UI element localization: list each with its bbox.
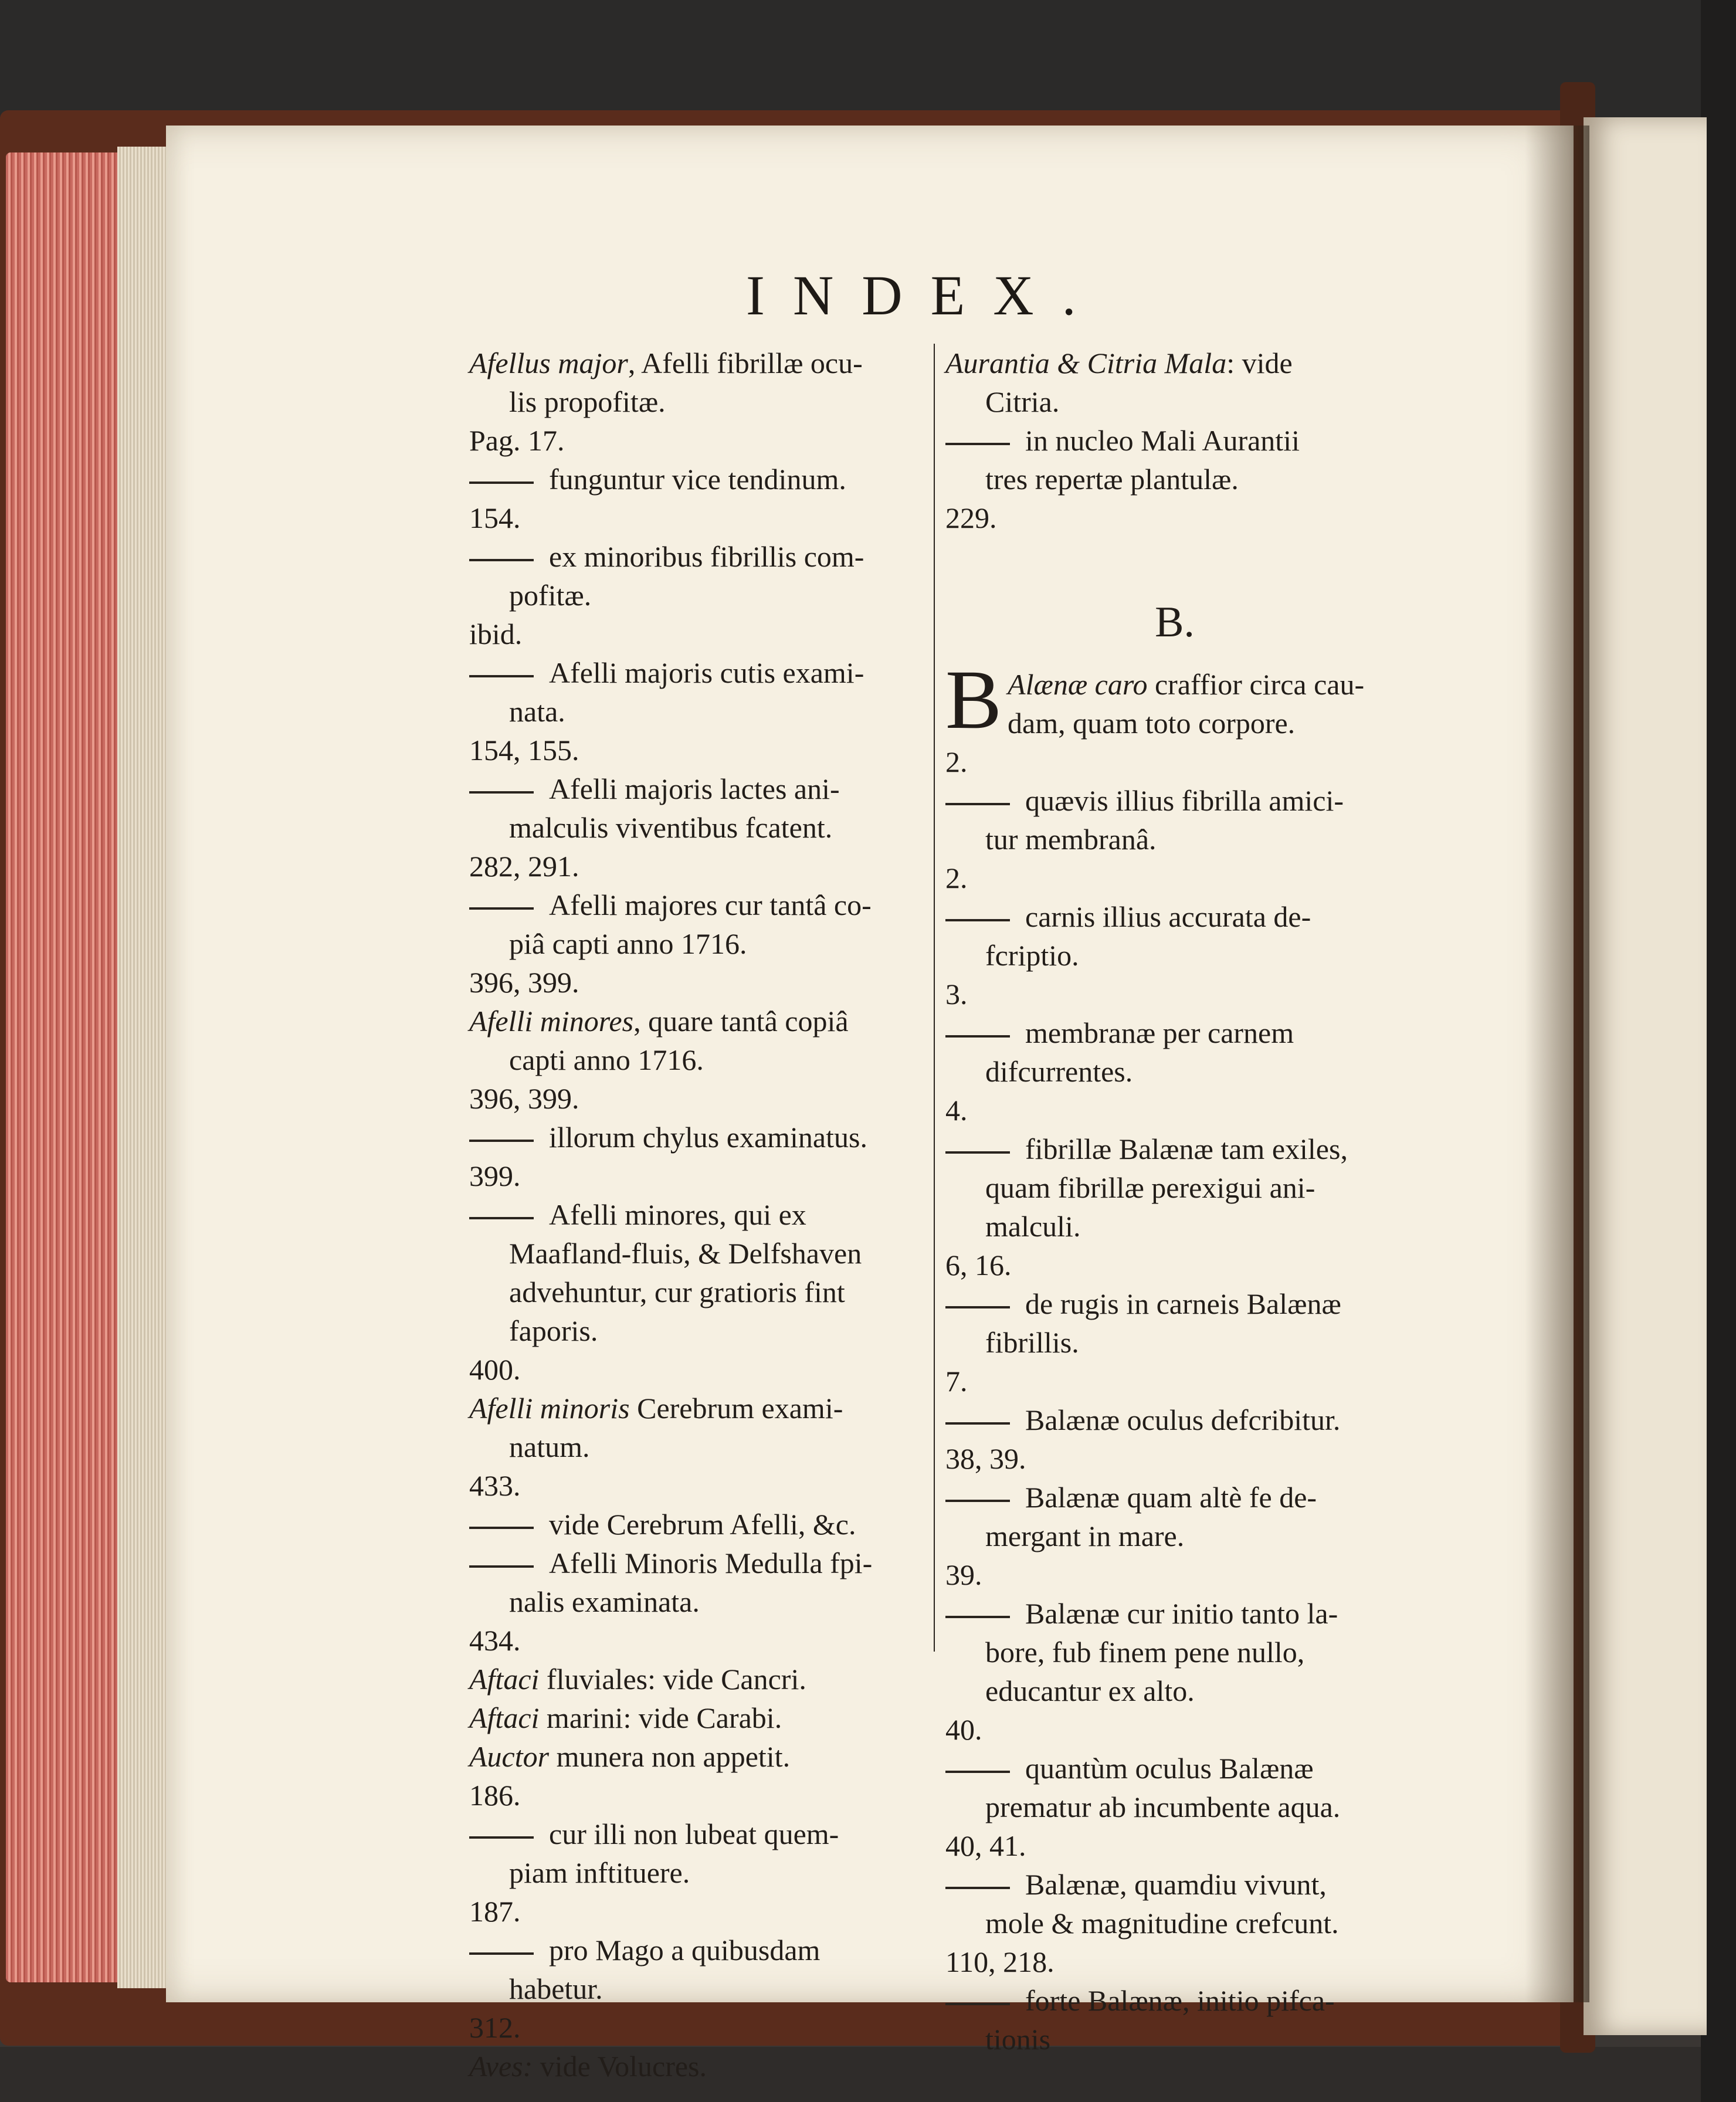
index-entry — [469, 460, 925, 537]
page-reference: 38, 39. — [945, 1442, 1026, 1475]
index-entry — [469, 653, 925, 769]
page-reference: 3. — [945, 978, 968, 1011]
entry-continuation: malculis viventibus fcatent. — [509, 811, 833, 844]
ditto-dash — [945, 1306, 1010, 1308]
entry-continuation: piam inftituere. — [509, 1856, 690, 1889]
entry-text: carnis illius accurata de- — [1025, 900, 1311, 933]
index-entry — [469, 1389, 925, 1505]
page-reference: 4. — [945, 1094, 968, 1127]
index-entry — [469, 1544, 925, 1660]
entry-first-line — [945, 665, 1404, 704]
index-entry — [469, 886, 925, 1002]
ditto-dash — [469, 907, 534, 910]
entry-first-line — [945, 1478, 1404, 1517]
index-entry — [945, 1478, 1404, 1594]
entry-text: Afelli Minoris Medulla fpi- — [549, 1547, 873, 1579]
index-column-right — [945, 344, 1404, 2059]
index-entry — [469, 1815, 925, 1931]
entry-text: fibrillæ Balænæ tam exiles, — [1025, 1133, 1348, 1165]
entry-text: Cerebrum exami- — [629, 1392, 843, 1425]
entry-text: Afelli minores, qui ex — [549, 1198, 806, 1231]
page-reference: 396, 399. — [469, 1082, 579, 1115]
index-entry — [945, 1284, 1404, 1401]
entry-text: Afelli majores cur tantâ co- — [549, 889, 872, 921]
index-entry — [945, 1981, 1404, 2059]
ditto-dash — [469, 791, 534, 794]
page-reference: 7. — [945, 1365, 968, 1398]
entry-first-line — [469, 1195, 925, 1234]
page-reference: 186. — [469, 1779, 521, 1812]
entry-text: quantùm oculus Balænæ — [1025, 1752, 1314, 1785]
ditto-dash — [945, 2003, 1010, 2005]
page-reference: 187. — [469, 1895, 521, 1928]
entry-first-line — [945, 1865, 1404, 1904]
entry-text: Balænæ oculus defcribitur. — [1025, 1403, 1341, 1436]
entry-continuation: advehuntur, cur gratioris fint — [509, 1276, 845, 1308]
entry-continuation: pofitæ. — [509, 579, 592, 612]
entry-first-line — [945, 1013, 1404, 1052]
scanner-backdrop-top — [0, 0, 1736, 117]
entry-headword: Alænæ caro — [1008, 668, 1148, 701]
entry-first-line — [469, 1698, 925, 1737]
ditto-dash — [945, 1500, 1010, 1502]
entry-headword: Auctor — [469, 1740, 550, 1773]
entry-continuation: fibrillis. — [985, 1326, 1079, 1359]
index-entry — [945, 1401, 1404, 1478]
page-reference: 154. — [469, 501, 521, 534]
ditto-dash — [469, 482, 534, 484]
page-reference: 433. — [469, 1469, 521, 1502]
entry-first-line — [469, 1118, 925, 1157]
ditto-dash — [945, 1422, 1010, 1425]
page-reference: 312. — [469, 2011, 521, 2044]
running-head: INDEX. — [746, 264, 1104, 327]
entry-text: Afelli majoris lactes ani- — [549, 772, 840, 805]
index-entry — [469, 537, 925, 653]
entry-continuation: mergant in mare. — [985, 1520, 1185, 1552]
page-reference: 229. — [945, 501, 997, 534]
index-entry — [945, 1013, 1404, 1130]
ditto-dash — [469, 559, 534, 561]
page-reference: 39. — [945, 1558, 982, 1591]
entry-first-line — [945, 897, 1404, 936]
entry-text: Afelli majoris cutis exami- — [549, 656, 864, 689]
ditto-dash — [469, 1952, 534, 1955]
entry-first-line — [945, 1130, 1404, 1168]
entry-headword: Afellus major — [469, 347, 628, 379]
entry-text: marini: vide Carabi. — [539, 1701, 782, 1734]
entry-first-line — [469, 1389, 925, 1428]
column-rule — [934, 344, 935, 1652]
entry-continuation: lis propofitæ. — [509, 385, 666, 418]
entry-first-line — [945, 1284, 1404, 1323]
index-entry — [469, 1737, 925, 1815]
entry-continuation: natum. — [509, 1430, 590, 1463]
entry-text: vide Cerebrum Afelli, &c. — [549, 1508, 856, 1541]
entry-headword: Afelli minoris — [469, 1392, 630, 1425]
entry-first-line — [945, 344, 1404, 382]
index-entry — [945, 897, 1404, 1013]
page-reference: 2. — [945, 745, 968, 778]
ditto-dash — [469, 1140, 534, 1142]
entry-text: Balænæ cur initio tanto la- — [1025, 1597, 1338, 1630]
entry-text: Balænæ, quamdiu vivunt, — [1025, 1868, 1327, 1901]
page-reference: 396, 399. — [469, 966, 579, 999]
page-reference: 400. — [469, 1353, 521, 1386]
entry-text: pro Mago a quibusdam — [549, 1934, 820, 1967]
page-edges-light — [117, 147, 170, 1988]
ditto-dash — [945, 803, 1010, 805]
page-reference: 282, 291. — [469, 850, 579, 883]
entry-continuation: Maafland-fluis, & Delfshaven — [509, 1237, 862, 1270]
index-column-left — [469, 344, 925, 2086]
index-entry — [469, 1118, 925, 1195]
ditto-dash — [469, 675, 534, 677]
entry-text: munera non appetit. — [549, 1740, 791, 1773]
entry-first-line — [469, 344, 925, 382]
entry-text: , Afelli fibrillæ ocu- — [628, 347, 863, 379]
entry-text: forte Balænæ, initio pifca- — [1025, 1984, 1335, 2017]
entry-headword: Aves: — [469, 2050, 533, 2083]
entry-continuation: nata. — [509, 695, 565, 728]
entry-headword: Aftaci — [469, 1701, 540, 1734]
entry-first-line — [469, 537, 925, 576]
drop-cap: B — [945, 653, 1002, 747]
page-reference: 40, 41. — [945, 1829, 1026, 1862]
section-letter-heading: B. — [1155, 598, 1195, 646]
entry-continuation: malculi. — [985, 1210, 1081, 1243]
facing-page-sliver — [1584, 117, 1707, 2035]
entry-first-line — [469, 1660, 925, 1698]
entry-text: de rugis in carneis Balænæ — [1025, 1287, 1341, 1320]
page-reference: Pag. 17. — [469, 424, 565, 457]
entry-first-line — [469, 653, 925, 692]
entry-text: craffior circa cau- — [1147, 668, 1365, 701]
entry-first-line — [469, 460, 925, 499]
entry-text: ex minoribus fibrillis com- — [549, 540, 864, 573]
entry-continuation: prematur ab incumbente aqua. — [985, 1791, 1341, 1823]
index-entry — [469, 2047, 925, 2086]
entry-continuation: piâ capti anno 1716. — [509, 927, 747, 960]
page-gutter-shadow — [1525, 126, 1589, 2002]
index-entry — [469, 1931, 925, 2047]
entry-continuation: tres repertæ plantulæ. — [985, 463, 1239, 496]
entry-first-line — [945, 1594, 1404, 1633]
entry-headword: Afelli minores — [469, 1005, 634, 1038]
entry-text: fluviales: vide Cancri. — [539, 1663, 806, 1696]
entry-first-line — [945, 1981, 1404, 2020]
ditto-dash — [469, 1217, 534, 1219]
index-entry — [945, 781, 1404, 897]
entry-first-line — [469, 1737, 925, 1776]
page-reference: 2. — [945, 862, 968, 894]
entry-text: funguntur vice tendinum. — [549, 463, 846, 496]
entry-first-line — [469, 1544, 925, 1582]
entry-continuation: nalis examinata. — [509, 1585, 700, 1618]
entry-text: illorum chylus examinatus. — [549, 1121, 867, 1154]
entry-first-line — [469, 1505, 925, 1544]
index-entry — [469, 344, 925, 460]
entry-continuation: tur membranâ. — [985, 823, 1157, 856]
ditto-dash — [469, 1565, 534, 1568]
entry-continuation: dam, quam toto corpore. — [1008, 707, 1296, 740]
entry-continuation: difcurrentes. — [985, 1055, 1133, 1088]
entry-text: Balænæ quam altè fe de- — [1025, 1481, 1317, 1514]
page-reference: 110, 218. — [945, 1945, 1055, 1978]
page-reference: 40. — [945, 1713, 982, 1746]
index-entry — [945, 1130, 1404, 1284]
index-entry — [469, 769, 925, 886]
index-entry — [945, 1749, 1404, 1865]
page-reference: 154, 155. — [469, 734, 579, 767]
ditto-dash — [945, 1151, 1010, 1154]
entry-continuation: capti anno 1716. — [509, 1043, 704, 1076]
entry-first-line — [945, 1749, 1404, 1788]
entry-text: , quare tantâ copiâ — [633, 1005, 849, 1038]
entry-text: in nucleo Mali Aurantii — [1025, 424, 1300, 457]
index-entry — [945, 344, 1404, 421]
entry-first-line — [945, 421, 1404, 460]
page-reference: ibid. — [469, 618, 523, 650]
entry-text: vide Volucres. — [533, 2050, 707, 2083]
ditto-dash — [945, 1035, 1010, 1038]
entry-continuation: bore, fub finem pene nullo, — [985, 1636, 1305, 1669]
entry-continuation: tionis — [985, 2023, 1051, 2056]
entry-continuation: mole & magnitudine crefcunt. — [985, 1907, 1339, 1940]
index-entry — [945, 1594, 1404, 1749]
index-entry — [469, 1660, 925, 1698]
index-entry — [469, 1002, 925, 1118]
entry-first-line — [469, 1815, 925, 1853]
entry-headword: Aftaci — [469, 1663, 540, 1696]
index-entry — [945, 653, 1404, 781]
entry-first-line — [469, 2047, 925, 2086]
ditto-dash — [945, 1616, 1010, 1618]
ditto-dash — [945, 443, 1010, 445]
entry-headword: Aurantia & Citria Mala — [945, 347, 1227, 379]
index-entry — [469, 1195, 925, 1389]
page-reference: 6, 16. — [945, 1249, 1012, 1281]
entry-continuation: fcriptio. — [985, 939, 1079, 972]
entry-continuation: faporis. — [509, 1314, 598, 1347]
ditto-dash — [945, 919, 1010, 921]
index-entry — [945, 1865, 1404, 1981]
entry-continuation: quam fibrillæ perexigui ani- — [985, 1171, 1315, 1204]
entry-first-line — [469, 1931, 925, 1969]
page-reference: 434. — [469, 1624, 521, 1657]
entry-first-line — [945, 781, 1404, 820]
entry-first-line — [469, 1002, 925, 1040]
entry-continuation: educantur ex alto. — [985, 1674, 1195, 1707]
index-entry — [469, 1505, 925, 1544]
entry-text: membranæ per carnem — [1025, 1016, 1294, 1049]
entry-first-line — [469, 886, 925, 924]
ditto-dash — [469, 1836, 534, 1839]
ditto-dash — [469, 1527, 534, 1529]
entry-text: : vide — [1226, 347, 1293, 379]
entry-first-line — [469, 769, 925, 808]
ditto-dash — [945, 1887, 1010, 1889]
index-entry — [945, 421, 1404, 537]
page-reference: 399. — [469, 1160, 521, 1192]
entry-continuation: Citria. — [985, 385, 1060, 418]
entry-text: quævis illius fibrilla amici- — [1025, 784, 1344, 817]
entry-text: cur illi non lubeat quem- — [549, 1818, 839, 1850]
entry-continuation: habetur. — [509, 1972, 603, 2005]
index-entry — [469, 1698, 925, 1737]
entry-first-line — [945, 1401, 1404, 1439]
ditto-dash — [945, 1771, 1010, 1773]
